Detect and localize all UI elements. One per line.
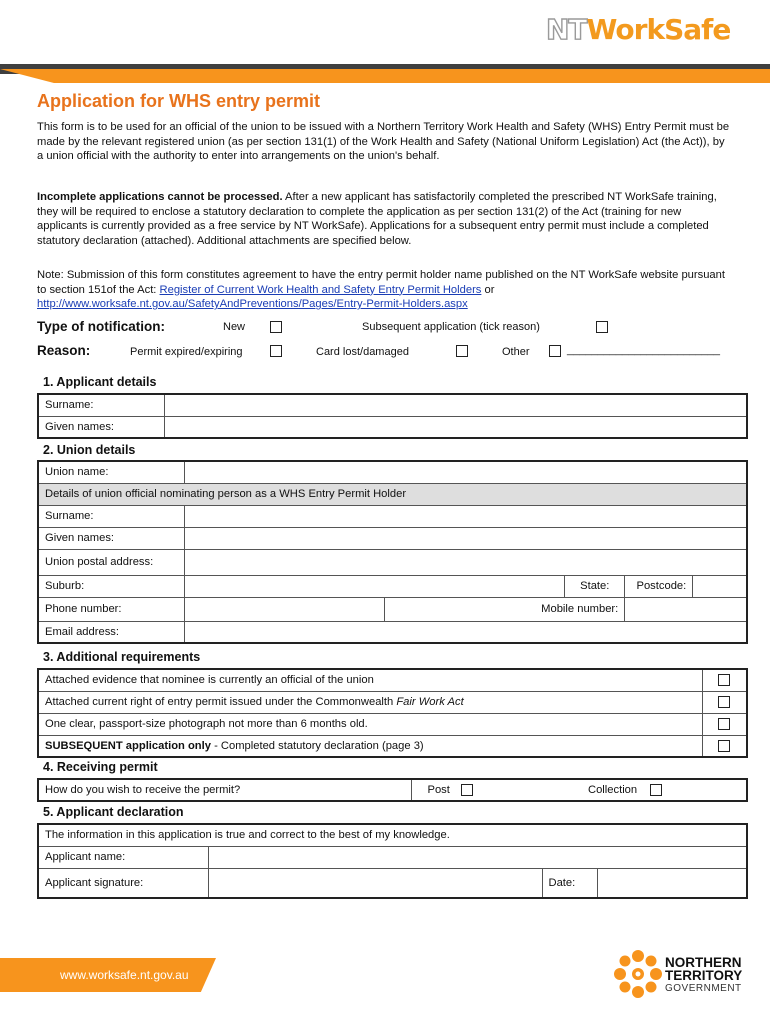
receive-question: How do you wish to receive the permit?	[38, 779, 411, 801]
union-given-label: Given names:	[38, 527, 184, 549]
register-link[interactable]: Register of Current Work Health and Safety Entry Permit Holders	[159, 283, 482, 296]
type-of-notification-label: Type of notification:	[37, 319, 165, 334]
gov-line-2: TERRITORY	[665, 968, 743, 983]
email-input[interactable]	[184, 621, 747, 643]
gov-line-3: GOVERNMENT	[665, 983, 742, 994]
nt-government-wordmark	[665, 956, 742, 995]
applicant-name-input[interactable]	[208, 846, 747, 868]
expired-checkbox[interactable]	[270, 345, 282, 357]
applicant-given-names-input[interactable]	[164, 416, 747, 438]
date-label: Date:	[542, 868, 597, 898]
nominating-heading: Details of union official nominating person as a WHS Entry Permit Holder	[38, 483, 747, 505]
permit-text: Attached current right of entry permit issued under the Commonwealth	[45, 696, 397, 708]
signature-input[interactable]	[208, 868, 542, 898]
union-name-label: Union name:	[38, 461, 184, 483]
phone-label: Phone number:	[38, 597, 184, 621]
applicant-surname-input[interactable]	[164, 394, 747, 416]
section-2-title: 2. Union details	[43, 443, 136, 457]
post-checkbox[interactable]	[461, 784, 473, 796]
declaration-text: - Completed statutory declaration (page 3)	[210, 739, 424, 752]
union-name-input[interactable]	[184, 461, 747, 483]
surname-label: Surname:	[38, 394, 164, 416]
mobile-label: Mobile number:	[384, 597, 625, 621]
gov-line-1: NORTHERN	[665, 955, 742, 970]
lost-label: Card lost/damaged	[316, 346, 409, 358]
logo-worksafe-text: WorkSafe	[586, 13, 731, 46]
header-accent-band	[0, 69, 770, 83]
requirement-row-photo: One clear, passport-size photograph not more than 6 months old.	[38, 713, 702, 735]
phone-input[interactable]	[184, 597, 384, 621]
postal-label: Union postal address:	[38, 549, 184, 575]
new-label: New	[223, 321, 246, 333]
note-paragraph	[37, 268, 733, 312]
signature-label: Applicant signature:	[38, 868, 208, 898]
requirement-row-permit	[38, 691, 702, 713]
new-checkbox[interactable]	[270, 321, 282, 333]
collection-option	[541, 779, 747, 801]
reason-label: Reason:	[37, 343, 91, 358]
additional-requirements-table	[37, 668, 748, 758]
declaration-statement: The information in this application is true and correct to the best of my knowledge.	[38, 824, 747, 846]
subsequent-bold: SUBSEQUENT application only	[45, 739, 211, 752]
fair-work-act-text: Fair Work Act	[396, 696, 464, 708]
note-text: Note: Submission of this form constitutes agreement to have the entry permit holder name published on the NT WorkSafe website pursuant to section 151of the Act:	[37, 269, 725, 296]
postal-address-input[interactable]	[184, 549, 747, 575]
permit-checkbox[interactable]	[718, 696, 730, 708]
declaration-checkbox[interactable]	[718, 740, 730, 752]
suburb-input[interactable]	[184, 575, 565, 597]
post-label: Post	[427, 783, 450, 796]
postcode-input[interactable]	[693, 575, 747, 597]
applicant-details-table	[37, 393, 748, 439]
incomplete-text: After a new applicant has satisfactorily completed the prescribed NT WorkSafe training, they will be required to enclose a statutory declaration to complete the application as per section 131(2) of the Act (training for new applicants is currently provided as a free service by NT WorkSafe). Applications for a subsequent entry permit must include a completed statutory declaration (attached). Additional attachments are specified below.	[37, 191, 717, 247]
section-3-title: 3. Additional requirements	[43, 650, 201, 664]
other-label: Other	[502, 346, 530, 358]
logo-nt-text: NT	[546, 13, 587, 46]
given-names-label: Given names:	[38, 416, 164, 438]
section-5-title: 5. Applicant declaration	[43, 805, 184, 819]
date-input[interactable]	[597, 868, 747, 898]
page-title: Application for WHS entry permit	[37, 91, 321, 111]
footer-url[interactable]: www.worksafe.nt.gov.au	[60, 968, 189, 982]
section-1-title: 1. Applicant details	[43, 375, 157, 389]
union-details-table	[37, 460, 748, 644]
suburb-label: Suburb:	[38, 575, 184, 597]
nt-government-emblem-icon	[612, 948, 664, 1000]
union-surname-input[interactable]	[184, 505, 747, 527]
other-reason-field[interactable]: _________________________	[567, 344, 720, 356]
intro-paragraph: This form is to be used for an official of the union to be issued with a Northern Territory Work Health and Safety (WHS) Entry Permit must be made by the relevant registered union (as per section 131(1) of the Work Health and Safety (National Uniform Legislation) Act (the Act)), by a union official with the authority to enter into arrangements on the union's behalf.	[37, 121, 730, 163]
applicant-declaration-table	[37, 823, 748, 899]
applicant-name-label: Applicant name:	[38, 846, 208, 868]
requirement-row-declaration	[38, 735, 702, 757]
subsequent-label: Subsequent application (tick reason)	[362, 321, 540, 333]
worksafe-url-link[interactable]: http://www.worksafe.nt.gov.au/SafetyAndPreventions/Pages/Entry-Permit-Holders.aspx	[37, 298, 468, 311]
other-checkbox[interactable]	[549, 345, 561, 357]
postcode-label: Postcode:	[625, 575, 693, 597]
post-option	[411, 779, 541, 801]
collection-checkbox[interactable]	[650, 784, 662, 796]
section-4-title: 4. Receiving permit	[43, 760, 158, 774]
subsequent-checkbox[interactable]	[596, 321, 608, 333]
union-surname-label: Surname:	[38, 505, 184, 527]
state-label: State:	[565, 575, 625, 597]
email-label: Email address:	[38, 621, 184, 643]
mobile-input[interactable]	[625, 597, 747, 621]
collection-label: Collection	[588, 783, 638, 796]
lost-checkbox[interactable]	[456, 345, 468, 357]
evidence-checkbox[interactable]	[718, 674, 730, 686]
expired-label: Permit expired/expiring	[130, 346, 243, 358]
incomplete-paragraph	[37, 190, 733, 248]
photo-checkbox[interactable]	[718, 718, 730, 730]
worksafe-logo	[546, 13, 731, 46]
union-given-names-input[interactable]	[184, 527, 747, 549]
receiving-permit-table	[37, 778, 748, 802]
requirement-row-evidence: Attached evidence that nominee is currently an official of the union	[38, 669, 702, 691]
note-or: or	[481, 283, 495, 296]
incomplete-bold: Incomplete applications cannot be processed.	[37, 191, 283, 203]
